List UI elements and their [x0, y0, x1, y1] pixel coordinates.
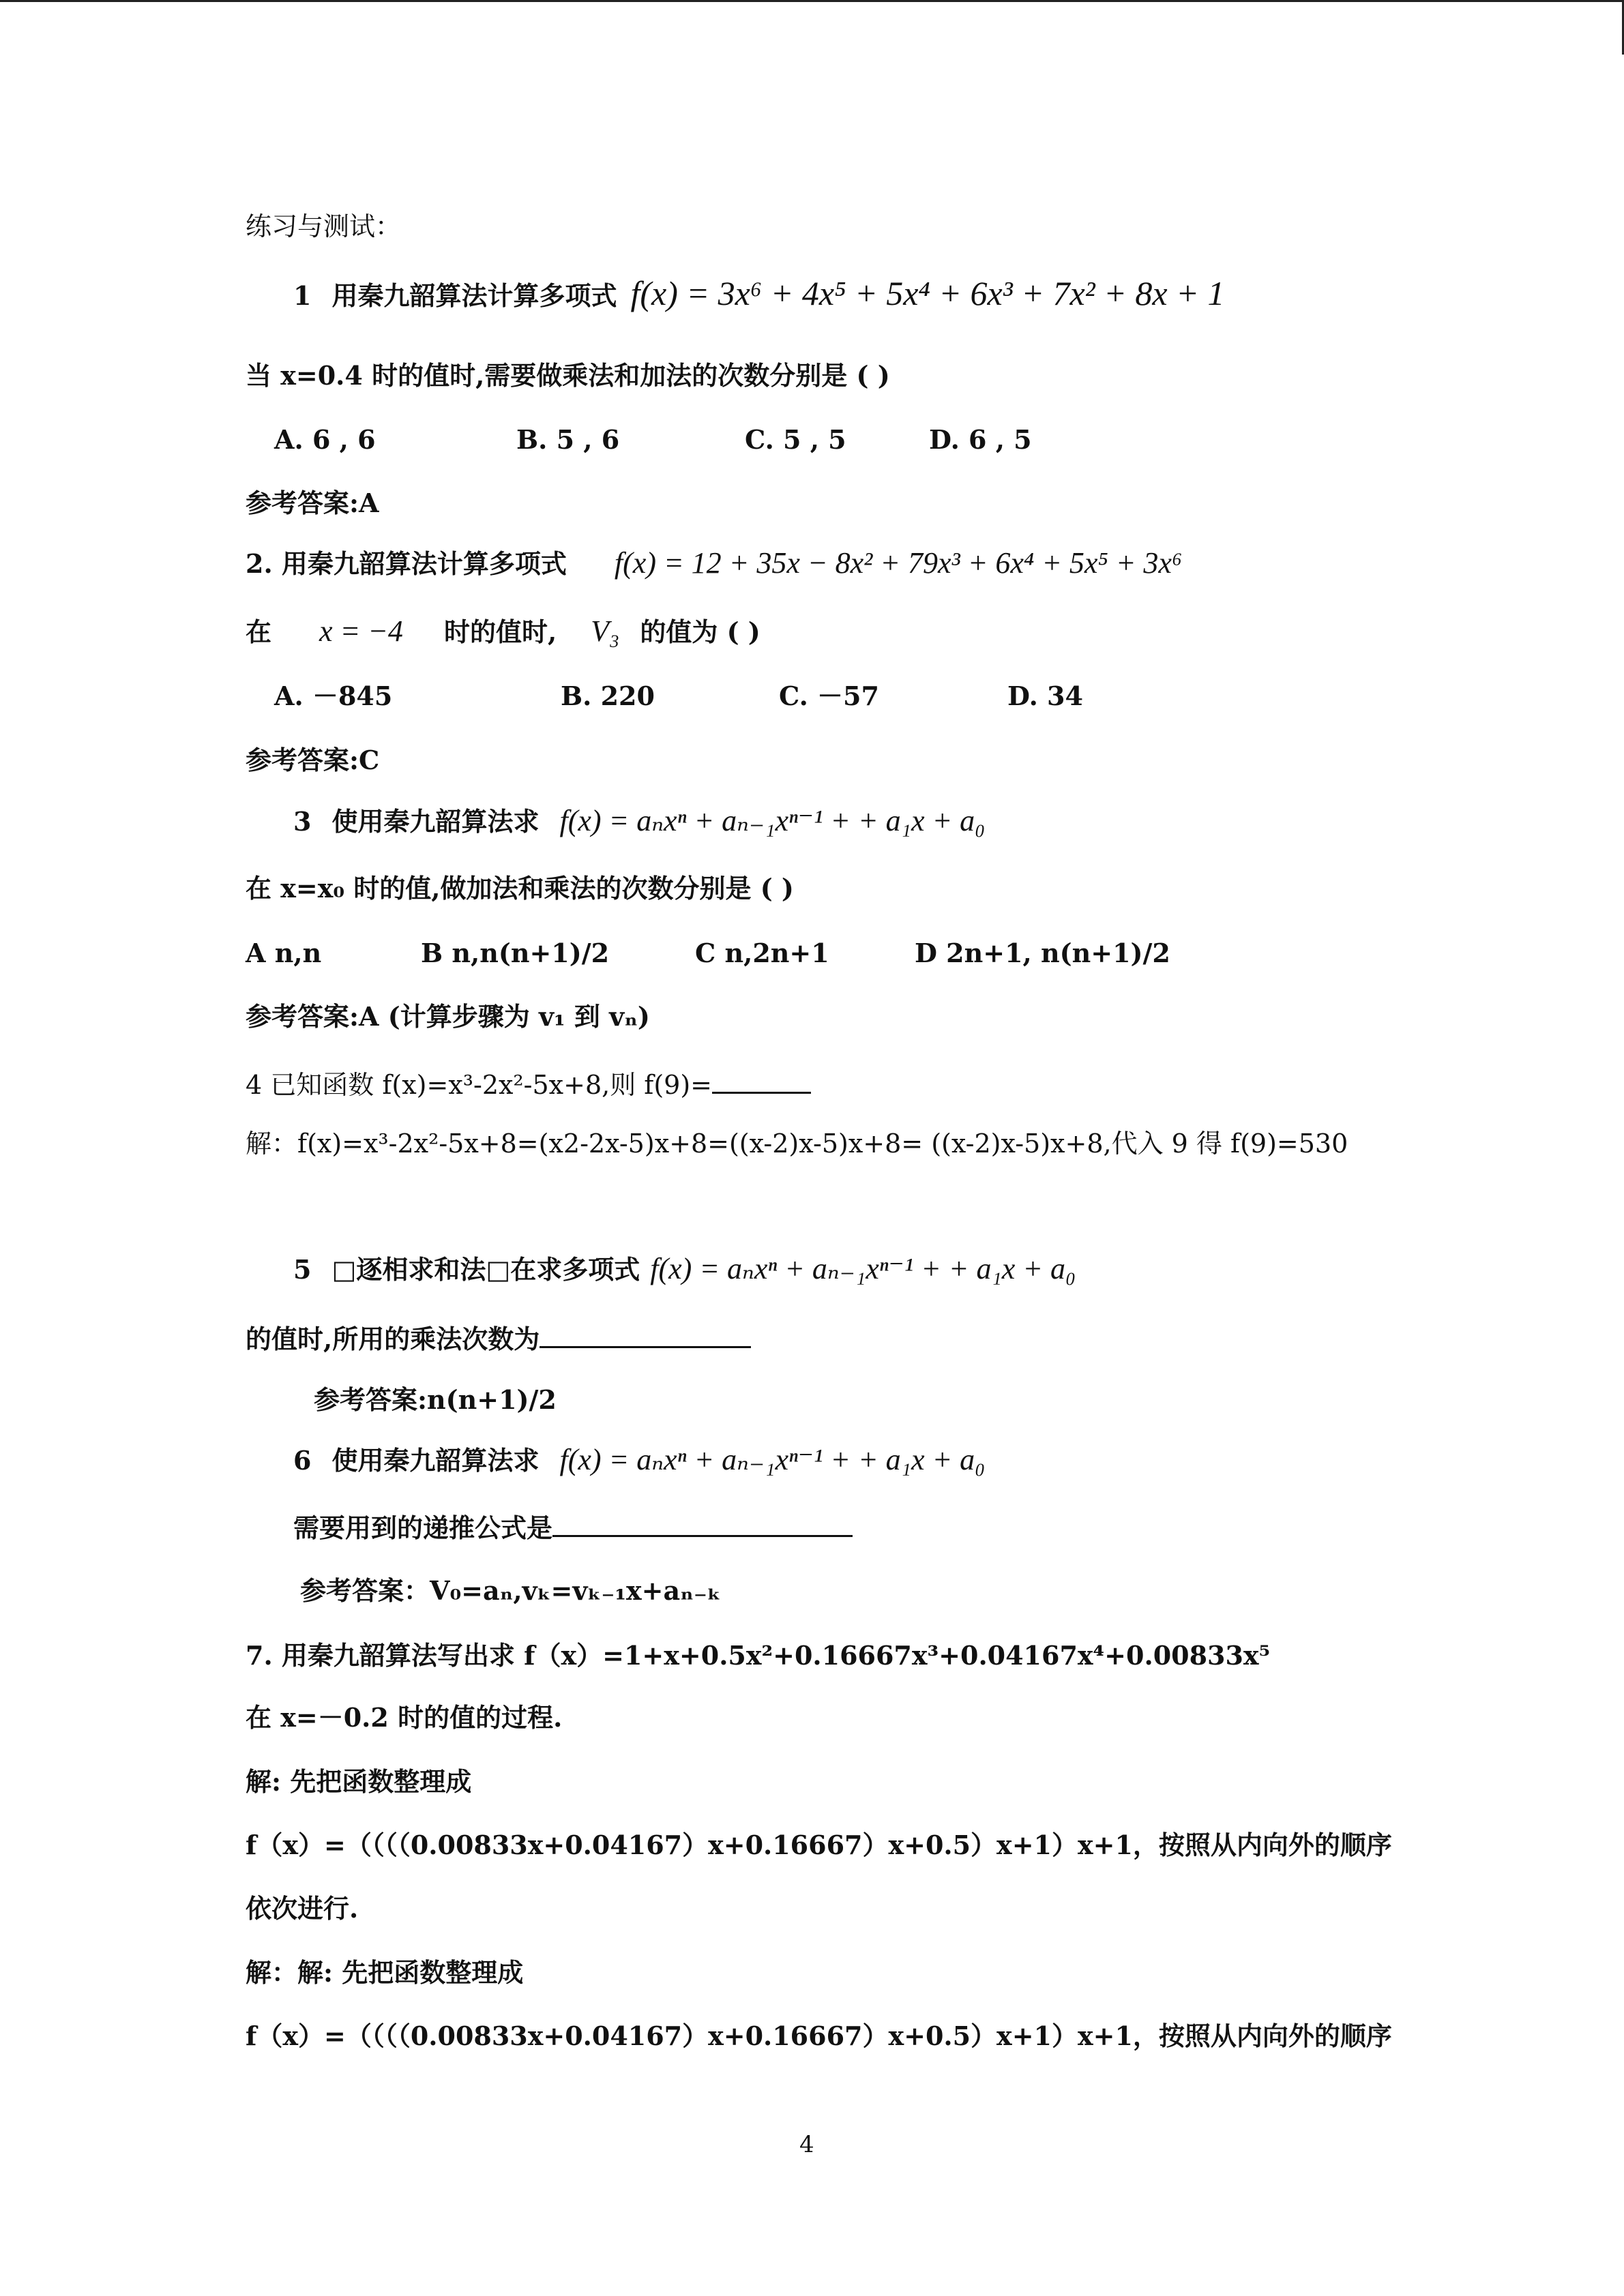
q3-options [246, 938, 1170, 969]
q2-option-a: A. －845 [274, 681, 393, 711]
q6-answer: 参考答案：V₀=aₙ,vₖ=vₖ₋₁x+aₙ₋ₖ [300, 1575, 721, 1606]
q6-stem: 使用秦九韶算法求 [331, 1445, 540, 1476]
q2-pre: 在 [246, 616, 272, 647]
q3-stem-line [246, 803, 985, 839]
top-border [0, 0, 1624, 2]
q4-solution: 解：f(x)=x³-2x²-5x+8=(x2-2x-5)x+8=((x-2)x-5)x+8= ((x-2)x-5)x+8,代入 9 得 f(9)=530 [246, 1129, 1348, 1159]
q6-formula: f(x) = aₙxⁿ + aₙ₋₁xⁿ⁻¹ + + a₁x + a₀ [559, 1443, 986, 1476]
q1-number: 1 [293, 280, 312, 311]
q6-stem-line [246, 1442, 985, 1478]
q5-stem2-line [246, 1322, 751, 1355]
q6-stem2: 需要用到的递推公式是 [293, 1512, 553, 1543]
q3-answer: 参考答案:A (计算步骤为 v₁ 到 vₙ) [246, 1001, 650, 1032]
q2-mid: 时的值时, [443, 616, 557, 647]
q1-answer: 参考答案:A [246, 488, 379, 518]
q5-stem-line [246, 1251, 1076, 1287]
q7-stem: 7. 用秦九韶算法写出求 f（x）=1+x+0.5x²+0.16667x³+0.04167x⁴+0.00833x⁵ [246, 1640, 1271, 1671]
q2-stem-line [246, 546, 1182, 582]
q1-option-b: B. 5 , 6 [516, 424, 620, 455]
q1-options [246, 424, 1032, 456]
q2-xval: x = −4 [319, 614, 403, 648]
q1-formula: f(x) = 3x⁶ + 4x⁵ + 5x⁴ + 6x³ + 7x² + 8x + 1 [630, 274, 1225, 312]
q1-option-c: C. 5 , 5 [745, 424, 846, 455]
q2-stem: 2. 用秦九韶算法计算多项式 [246, 548, 567, 579]
q5-answer: 参考答案:n(n+1)/2 [314, 1384, 557, 1415]
q7-solution1-label: 解: 先把函数整理成 [246, 1766, 472, 1797]
q4-stem: 4 已知函数 f(x)=x³-2x²-5x+8,则 f(9)= [246, 1070, 713, 1100]
q3-stem: 使用秦九韶算法求 [331, 806, 540, 837]
q5-number: 5 [293, 1254, 312, 1285]
q1-stem-line [246, 273, 1224, 314]
q2-post: 的值为 ( ) [640, 616, 761, 647]
q7-solution1-formula: f（x）=（（（（0.00833x+0.04167）x+0.16667）x+0.5）x+1）x+1，按照从内向外的顺序 [246, 1830, 1392, 1860]
q7-solution1-tail: 依次进行. [246, 1893, 359, 1924]
q3-option-a: A n,n [246, 938, 322, 968]
q6-number: 6 [293, 1445, 312, 1476]
q1-option-d: D. 6 , 5 [929, 424, 1032, 455]
q2-v3: V₃ [591, 614, 620, 648]
q1-option-a: A. 6 , 6 [274, 424, 376, 455]
q3-stem2: 在 x=x₀ 时的值,做加法和乘法的次数分别是 ( ) [246, 873, 794, 904]
section-header: 练习与测试： [246, 211, 402, 241]
q3-option-b: B n,n(n+1)/2 [421, 938, 610, 968]
q6-answer-line [246, 1575, 721, 1607]
q5-stem2: 的值时,所用的乘法次数为 [246, 1324, 540, 1354]
page-number: 4 [799, 2131, 814, 2158]
q2-option-d: D. 34 [1007, 681, 1083, 711]
q6-blank [552, 1510, 853, 1537]
q2-formula: f(x) = 12 + 35x − 8x² + 79x³ + 6x⁴ + 5x⁵ + 3x⁶ [614, 546, 1183, 580]
q7-solution2-label: 解：解: 先把函数整理成 [246, 1957, 524, 1988]
q1-stem2: 当 x=0.4 时的值时,需要做乘法和加法的次数分别是 ( ) [246, 360, 890, 391]
q3-option-c: C n,2n+1 [695, 938, 829, 968]
q5-blank [540, 1322, 751, 1348]
q2-option-c: C. －57 [779, 681, 879, 711]
q7-stem2: 在 x=－0.2 时的值的过程. [246, 1702, 563, 1733]
q6-stem2-line [246, 1510, 853, 1544]
q5-answer-line [246, 1384, 557, 1416]
q2-options [246, 681, 1083, 712]
q4-blank [712, 1067, 811, 1094]
q1-stem: 用秦九韶算法计算多项式 [331, 280, 617, 311]
q5-formula: f(x) = aₙxⁿ + aₙ₋₁xⁿ⁻¹ + + a₁x + a₀ [650, 1252, 1076, 1285]
q2-answer: 参考答案:C [246, 745, 380, 775]
q4-stem-line [246, 1067, 811, 1101]
q3-option-d: D 2n+1, n(n+1)/2 [915, 938, 1170, 968]
q7-solution2-formula: f（x）=（（（（0.00833x+0.04167）x+0.16667）x+0.5）x+1）x+1，按照从内向外的顺序 [246, 2021, 1392, 2051]
q2-option-b: B. 220 [561, 681, 655, 711]
q2-stem2-line [246, 614, 761, 650]
q3-formula: f(x) = aₙxⁿ + aₙ₋₁xⁿ⁻¹ + + a₁x + a₀ [559, 804, 986, 837]
q3-number: 3 [293, 806, 312, 837]
q5-stem: □逐相求和法□在求多项式 [331, 1254, 640, 1285]
